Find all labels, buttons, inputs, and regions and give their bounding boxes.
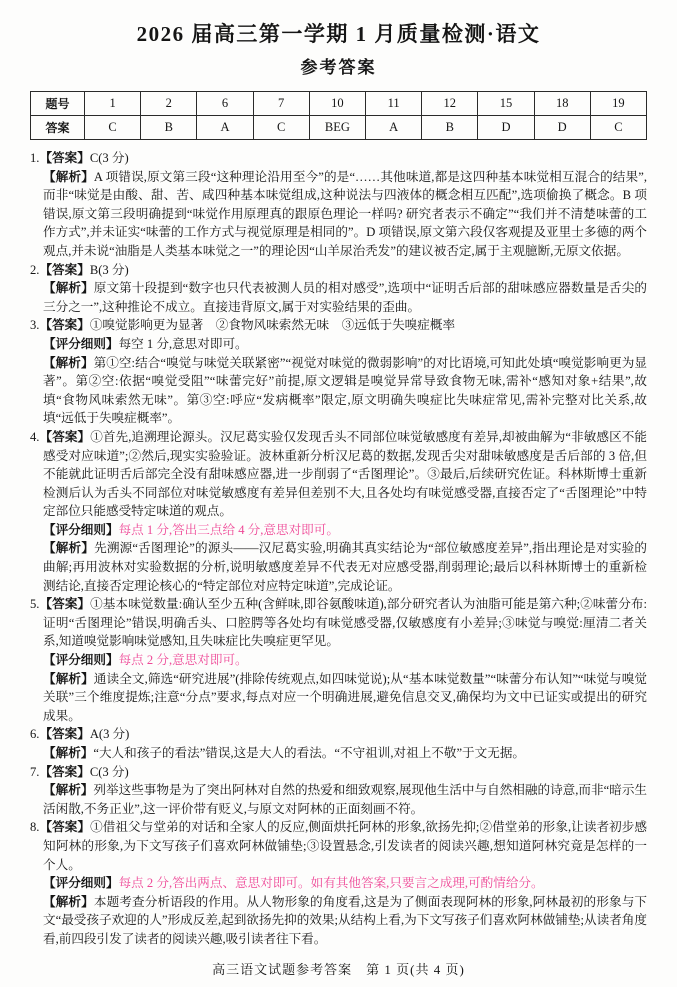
block-tag-label: 【评分细则】: [43, 522, 119, 537]
block-tag-label: 【解析】: [43, 541, 95, 556]
answer-letter-cell: B: [422, 116, 478, 140]
item-number: 7.: [30, 764, 40, 779]
block-tag-label: 【解析】: [43, 355, 94, 370]
answer-item: [30, 428, 647, 595]
answer-items: [30, 149, 647, 949]
answer-letter-cell: C: [253, 116, 309, 140]
block-text: A 项错误,原文第三段“这种理论沿用至今”的是“……其他味道,都是这四种基本味觉相互混合的结果”,而非“味觉是由酸、甜、苦、咸四种基本味觉组成,这种说法与四液体的概念相互匹配”,选项偷换了概念。B 项错误,原文第三段明确提到“味觉作用原理真的跟原色理论一样吗? 研究者表示不确定”“我们并不清楚味蕾的工作方式”,并未证实“味蕾的工作方式与视觉原理是相同的”。D 项错误,原文第六段仅客观提及亚里士多德的两个观点,并未说“油脂是人类基本味觉之一”的理论因“山羊尿治秃发”的建议被否定,属于主观臆断,无原文依据。: [43, 169, 647, 258]
block-tag-label: 【评分细则】: [43, 653, 119, 668]
block-tag-label: 【解析】: [43, 746, 94, 760]
explanation-block: [43, 670, 647, 726]
answer-item: [30, 818, 647, 948]
row-header-cell: 题号: [31, 92, 85, 116]
answer-item: [30, 149, 647, 261]
block-text: A(3 分): [89, 727, 130, 742]
page-subtitle: 参考答案: [300, 58, 377, 77]
answer-block: [30, 261, 647, 280]
score-rule-block: [43, 651, 647, 670]
answer-block: [30, 316, 647, 335]
block-text: 每点 2 分,意思对即可。: [118, 653, 248, 668]
answer-letter-cell: BEG: [309, 116, 365, 140]
block-text: ①嗅觉影响更为显著 ②食物风味索然无味 ③远低于失嗅症概率: [89, 318, 456, 333]
score-rule-block: [43, 521, 647, 540]
block-tag-label: 【评分细则】: [43, 876, 119, 891]
block-text: B(3 分): [89, 262, 129, 277]
block-text: 每空 1 分,意思对即可。: [118, 336, 248, 351]
explanation-block: [43, 781, 647, 818]
block-text: 每点 2 分,答出两点、意思对即可。如有其他答案,只要言之成理,可酌情给分。: [118, 876, 544, 891]
block-tag-label: 【答案】: [39, 764, 90, 779]
page-title: 2026 届高三第一学期 1 月质量检测·语文: [136, 22, 541, 46]
block-text: C(3 分): [89, 764, 129, 779]
row-header-cell: 答案: [31, 116, 85, 140]
block-text: 本题考查分析语段的作用。从人物形象的角度看,这是为了侧面表现阿林的形象,阿林最初的形象与下文“最受孩子欢迎的人”形成反差,起到欲扬先抑的效果;从结构上看,为下文写孩子们喜欢阿林做铺垫;从读者角度看,前四段引发了读者的阅读兴趣,吸引读者往下看。: [43, 894, 648, 946]
block-tag-label: 【答案】: [39, 429, 91, 444]
question-number-cell: 18: [534, 92, 590, 116]
item-number: 1.: [30, 151, 40, 165]
block-tag-label: 【答案】: [39, 727, 90, 742]
block-tag-label: 【答案】: [39, 151, 90, 165]
score-rule-block: [43, 874, 647, 893]
block-tag-label: 【答案】: [39, 318, 90, 333]
question-number-cell: 15: [478, 92, 534, 116]
answer-key-table-body: [31, 92, 647, 140]
answer-letter-cell: C: [590, 116, 646, 140]
question-number-cell: 12: [422, 92, 478, 116]
block-text: 通读全文,筛选“研究进展”(排除传统观点,如四味觉说);从“基本味觉数量”“味蕾分布认知”“味觉与嗅觉关联”三个维度提炼;注意“分点”要求,每点对应一个明确进展,避免信息交叉,确保均为文中已证实或提出的研究成果。: [43, 671, 648, 723]
item-number: 4.: [30, 429, 40, 444]
block-text: “大人和孩子的看法”错误,这是大人的看法。“不守祖训,对祖上不敬”于文无据。: [93, 746, 526, 760]
answer-block: [30, 725, 647, 744]
block-text: 先溯源“舌图理论”的源头——汉尼葛实验,明确其真实结论为“部位敏感度差异”,指出理论是对实验的曲解;再用波林对实验数据的分析,说明敏感度差异不代表无对应感受器,削弱理论;最后以科林斯博士的重新检测结论,直接否定理论核心的“特定部位对应特定味道”,完成论证。: [43, 541, 647, 593]
explanation-block: [43, 744, 647, 763]
block-text: ①首先,追溯理论源头。汉尼葛实验仅发现舌头不同部位味觉敏感度有差异,却被曲解为“非敏感区不能感受对应味道”;②然后,现实实验验证。波林重新分析汉尼葛的数据,发现舌尖对甜味敏感度是舌后部的 3 倍,但不能就此证明舌后部完全没有甜味感应器,进一步削弱了“舌图理论”。③最后,后续研究佐证。科林斯博士重新检测后认为舌头不同部位对味觉敏感度有差异但差别不大,且各处均有味觉感受器,直接否定了“舌图理论”中特定部位只能感受特定味道的观点。: [43, 429, 647, 519]
question-number-cell: 11: [365, 92, 421, 116]
block-tag-label: 【答案】: [39, 820, 91, 835]
answer-key-row: [31, 116, 647, 140]
item-number: 5.: [30, 597, 40, 612]
block-tag-label: 【评分细则】: [43, 336, 119, 351]
block-text: C(3 分): [89, 151, 129, 165]
item-number: 6.: [30, 727, 40, 742]
explanation-block: [43, 539, 647, 595]
block-text: ①基本味觉数量:确认至少五种(含鲜味,即谷氨酸味道),部分研究者认为油脂可能是第六种;②味蕾分布:证明“舌图理论”错误,明确舌头、口腔腭等各处均有味觉感受器,仅敏感度有小差异;③味觉与嗅觉:厘清二者关系,知道嗅觉影响味觉感知,且失味症比失嗅症更罕见。: [43, 597, 647, 649]
answer-block: [30, 428, 647, 521]
item-number: 3.: [30, 318, 40, 333]
answer-letter-cell: A: [197, 116, 253, 140]
explanation-block: [43, 279, 647, 316]
item-number: 8.: [30, 820, 40, 835]
answer-block: [30, 818, 647, 874]
answer-block: [30, 595, 647, 651]
block-tag-label: 【解析】: [43, 169, 94, 184]
question-number-cell: 6: [197, 92, 253, 116]
question-number-cell: 2: [141, 92, 197, 116]
block-tag-label: 【解析】: [43, 783, 94, 798]
answer-letter-cell: D: [478, 116, 534, 140]
answer-key-table: [30, 91, 647, 140]
answer-key-row: [31, 92, 647, 116]
answer-block: [30, 149, 647, 168]
block-text: 每点 1 分,答出三点给 4 分,意思对即可。: [118, 522, 339, 537]
item-number: 2.: [30, 262, 40, 277]
answer-item: [30, 316, 647, 428]
answer-letter-cell: A: [365, 116, 421, 140]
explanation-block: [43, 168, 647, 261]
answer-item: [30, 725, 647, 762]
question-number-cell: 7: [253, 92, 309, 116]
block-tag-label: 【答案】: [39, 597, 91, 612]
block-tag-label: 【答案】: [39, 262, 90, 277]
answer-letter-cell: C: [84, 116, 140, 140]
answer-block: [30, 763, 647, 782]
explanation-block: [43, 354, 647, 428]
block-text: 列举这些事物是为了突出阿林对自然的热爱和细致观察,展现他生活中与自然相融的诗意,而非“暗示生活闲散,不务正业”,这一评价带有贬义,与原文对阿林的正面刻画不符。: [43, 783, 648, 816]
score-rule-block: [43, 335, 647, 354]
block-text: 第①空:结合“嗅觉与味觉关联紧密”“视觉对味觉的微弱影响”的对比语境,可知此处填“嗅觉影响更为显著”。第②空:依据“嗅觉受阻”“味蕾完好”前提,原文逻辑是嗅觉异常导致食物无味,需补“感知对象+结果”,故填“食物风味索然无味”。第③空:呼应“发病概率”限定,原文明确失嗅症比失味症常见,需补完整对比关系,故填“远低于失嗅症概率”。: [43, 355, 647, 426]
answer-letter-cell: B: [141, 116, 197, 140]
question-number-cell: 10: [309, 92, 365, 116]
question-number-cell: 19: [590, 92, 646, 116]
explanation-block: [43, 893, 647, 949]
block-text: ①借祖父与堂弟的对话和全家人的反应,侧面烘托阿林的形象,欲扬先抑;②借堂弟的形象,让读者初步感知阿林的形象,为下文写孩子们喜欢阿林做铺垫;③设置悬念,引发读者的阅读兴趣,想知道阿林究竟是怎样的一个人。: [43, 820, 647, 872]
footer-page-label: 高三语文试题参考答案 第 1 页(共 4 页): [212, 961, 465, 977]
answer-item: [30, 595, 647, 725]
block-text: 原文第十段提到“数字也只代表被测人员的相对感受”,选项中“证明舌后部的甜味感应器数量是舌尖的三分之一”,这种推论不成立。直接违背原文,属于对实验结果的歪曲。: [43, 281, 648, 314]
answer-item: [30, 261, 647, 317]
block-tag-label: 【解析】: [43, 894, 94, 909]
block-tag-label: 【解析】: [43, 281, 94, 296]
question-number-cell: 1: [84, 92, 140, 116]
answer-letter-cell: D: [534, 116, 590, 140]
answer-item: [30, 763, 647, 819]
block-tag-label: 【解析】: [43, 671, 94, 686]
